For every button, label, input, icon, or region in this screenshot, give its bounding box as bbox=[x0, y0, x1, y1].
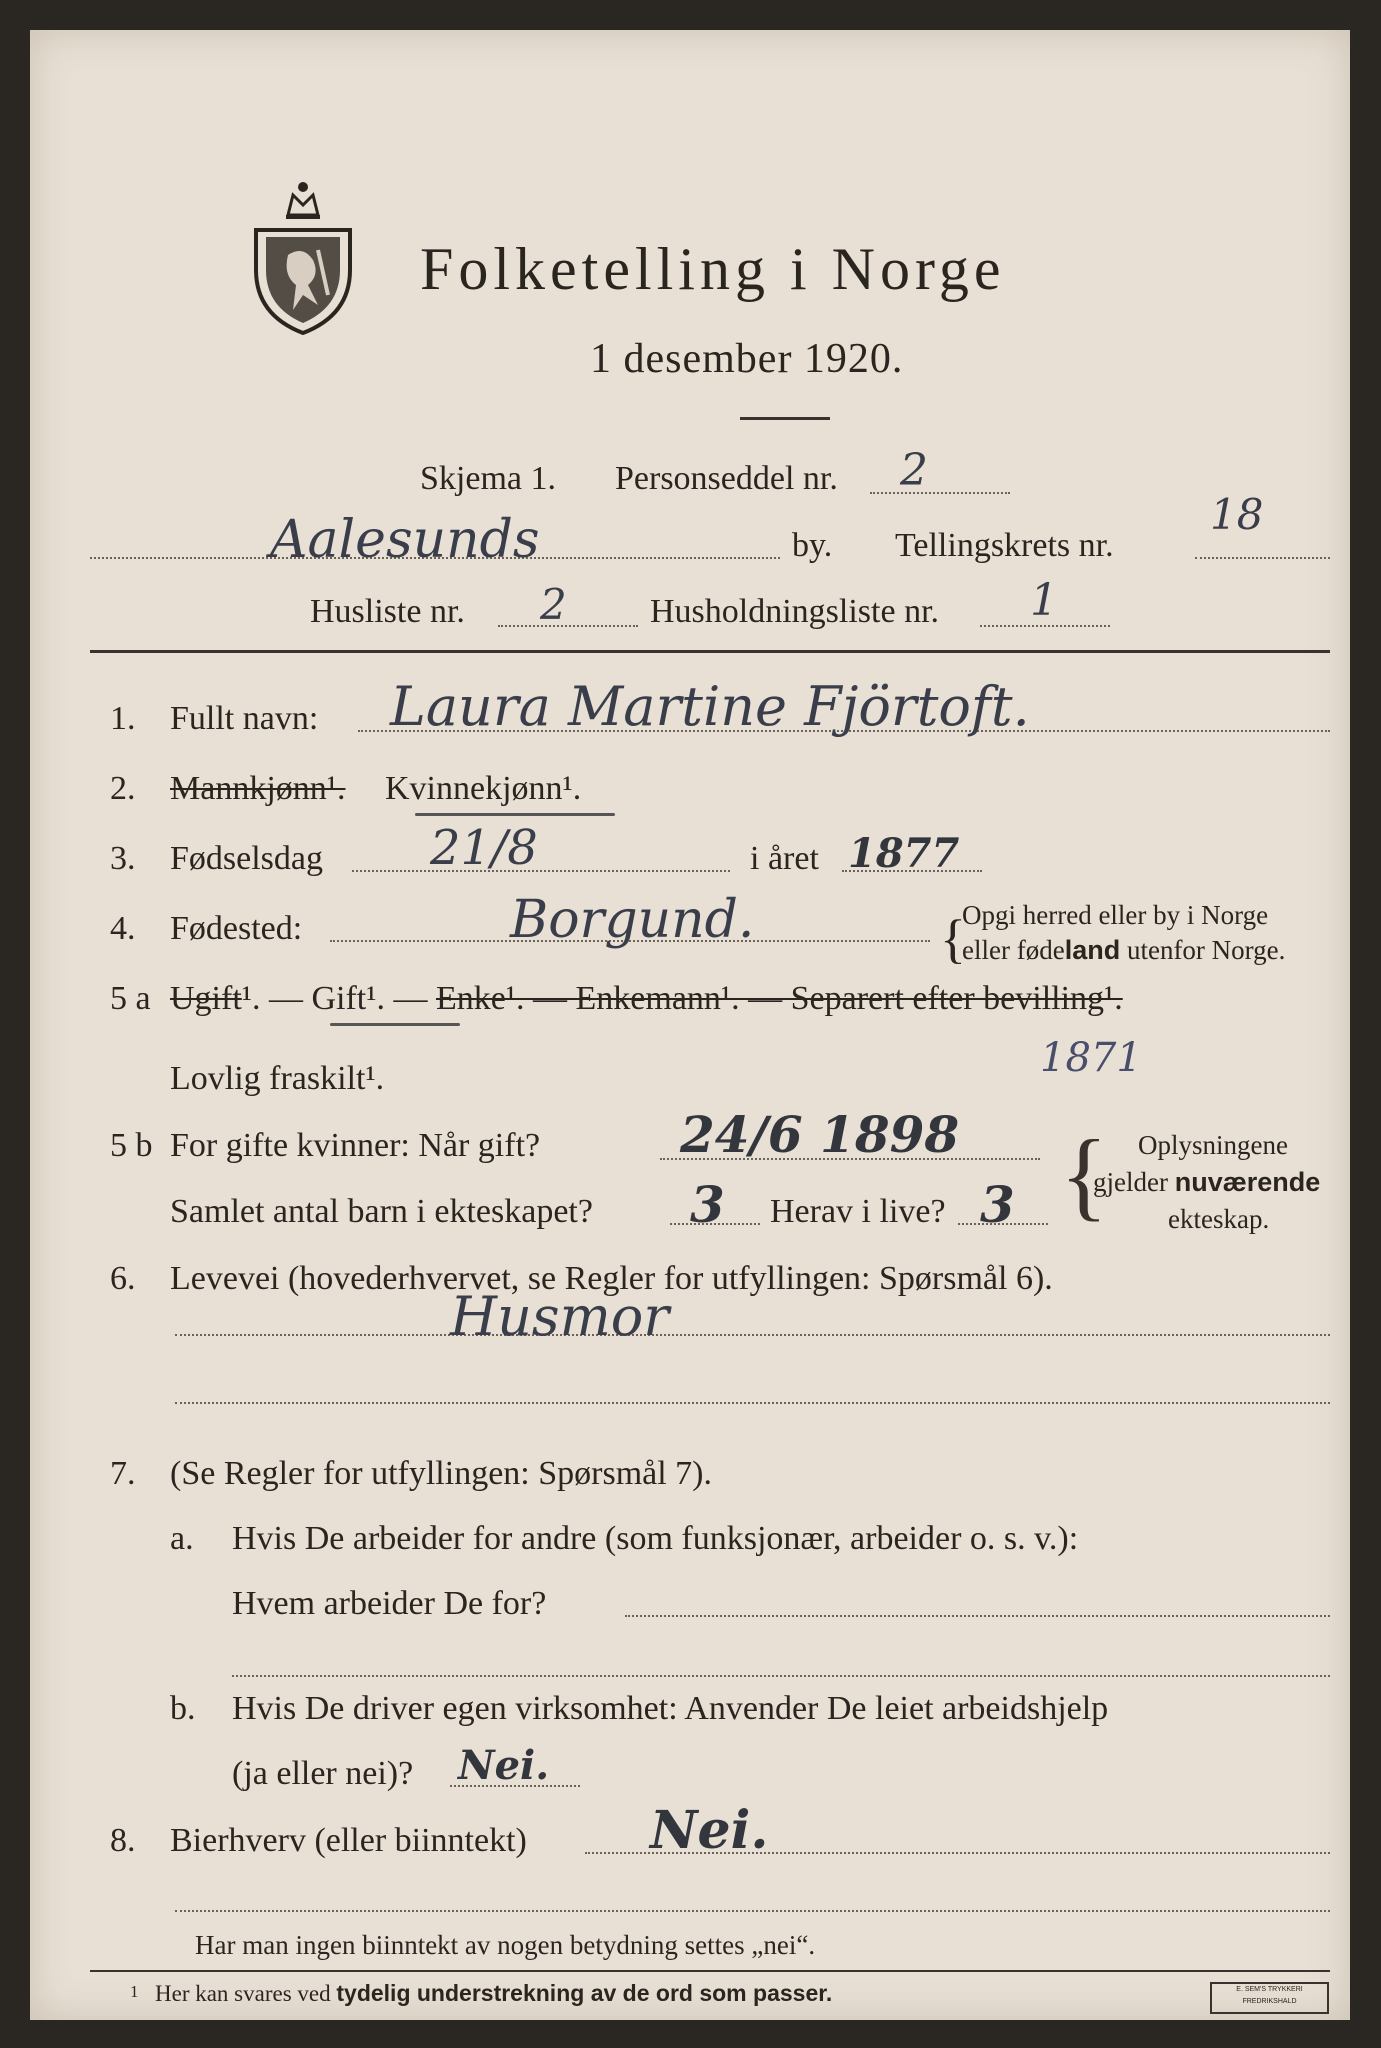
q5b-label: For gifte kvinner: Når gift? bbox=[170, 1127, 541, 1164]
printer-stamp: E. SEM'S TRYKKERI FREDRIKSHALD bbox=[1210, 1982, 1329, 2014]
q5b-note-bracket: { bbox=[1060, 1119, 1108, 1230]
q4-note-line2: eller fødeland utenfor Norge. bbox=[962, 935, 1286, 965]
q4-note-line1: Opgi herred eller by i Norge bbox=[962, 900, 1269, 930]
q8-label: Bierhverv (eller biinntekt) bbox=[170, 1822, 527, 1859]
q6-label: Levevei (hovederhvervet, se Regler for utfyllingen: Spørsmål 6). bbox=[170, 1260, 1053, 1297]
q5b-note-line3: ekteskap. bbox=[1168, 1204, 1270, 1234]
occupation-value: Husmor bbox=[450, 1285, 670, 1348]
kvinnekjonn-option: Kvinnekjønn¹. bbox=[385, 770, 582, 807]
birth-year-value: 1877 bbox=[848, 830, 960, 877]
q3-number: 3. bbox=[110, 840, 136, 877]
footnote-text: Her kan svares ved tydelig understrekning av de ord som passer. bbox=[155, 1980, 833, 2006]
struck-marital-options: Enke¹. — Enkemann¹. — Separert efter bevilling¹. bbox=[435, 980, 1123, 1017]
q7-number: 7. bbox=[110, 1455, 136, 1492]
personseddel-value: 2 bbox=[900, 445, 928, 496]
husliste-value: 2 bbox=[540, 580, 567, 629]
q7b-line2: (ja eller nei)? bbox=[232, 1755, 414, 1792]
q8-note: Har man ingen biinntekt av nogen betydning settes „nei“. bbox=[195, 1930, 816, 1960]
husholdning-label: Husholdningsliste nr. bbox=[650, 593, 940, 630]
kvinnekjonn-underline bbox=[415, 813, 615, 816]
married-date-value: 24/6 1898 bbox=[680, 1105, 960, 1164]
tellingskrets-label: Tellingskrets nr. bbox=[895, 527, 1114, 564]
live-label: Herav i live? bbox=[770, 1193, 946, 1230]
hired-help-value: Nei. bbox=[458, 1742, 550, 1789]
personseddel-label: Personseddel nr. bbox=[615, 460, 838, 497]
q7b-line1: Hvis De driver egen virksomhet: Anvender De leiet arbeidshjelp bbox=[232, 1690, 1109, 1727]
footer-rule bbox=[90, 1970, 1330, 1972]
tellingskrets-line bbox=[1195, 557, 1330, 559]
q5b-note-line2: gjelder nuværende bbox=[1093, 1167, 1321, 1197]
birthplace-value: Borgund. bbox=[510, 890, 755, 950]
barn-label: Samlet antal barn i ekteskapet? bbox=[170, 1193, 593, 1230]
q7a-answer-line2 bbox=[232, 1675, 1330, 1677]
q6-number: 6. bbox=[110, 1260, 136, 1297]
q8-number: 8. bbox=[110, 1822, 136, 1859]
q7-label: (Se Regler for utfyllingen: Spørsmål 7). bbox=[170, 1455, 713, 1492]
form-date: 1 desember 1920. bbox=[590, 336, 904, 382]
city-value: Aalesunds bbox=[270, 510, 540, 570]
barn-value: 3 bbox=[690, 1175, 725, 1234]
title-divider bbox=[740, 417, 830, 420]
q6-line2 bbox=[175, 1402, 1330, 1404]
mannkjonn-option: Mannkjønn¹. bbox=[170, 770, 346, 807]
q7a-line1: Hvis De arbeider for andre (som funksjonær, arbeider o. s. v.): bbox=[232, 1520, 1079, 1557]
q1-label: Fullt navn: bbox=[170, 700, 319, 737]
gift-underline bbox=[330, 1023, 460, 1026]
personseddel-line bbox=[870, 492, 1010, 494]
q7b-letter: b. bbox=[170, 1690, 196, 1727]
fraskilt-option: Lovlig fraskilt¹. bbox=[170, 1060, 385, 1097]
q5a-number: 5 a bbox=[110, 980, 151, 1017]
q7a-letter: a. bbox=[170, 1520, 194, 1557]
husliste-line bbox=[498, 625, 638, 627]
husliste-label: Husliste nr. bbox=[310, 593, 465, 630]
q6-line1 bbox=[175, 1334, 1330, 1336]
husholdning-value: 1 bbox=[1030, 575, 1058, 626]
q7a-answer-line1 bbox=[625, 1615, 1330, 1617]
q5b-note-line1: Oplysningene bbox=[1138, 1130, 1288, 1160]
norway-coat-of-arms-icon bbox=[248, 175, 358, 335]
by-label: by. bbox=[792, 527, 833, 564]
q4-note-bracket: { bbox=[940, 909, 966, 969]
birth-day-value: 21/8 bbox=[430, 820, 538, 876]
live-value: 3 bbox=[980, 1175, 1015, 1234]
census-form bbox=[30, 30, 1350, 2020]
header-rule bbox=[90, 650, 1330, 653]
q3-year-label: i året bbox=[750, 840, 819, 877]
q5b-number: 5 b bbox=[110, 1127, 153, 1164]
q1-number: 1. bbox=[110, 700, 136, 737]
tellingskrets-value: 18 bbox=[1210, 490, 1264, 539]
margin-note-value: 1871 bbox=[1040, 1035, 1142, 1081]
footnote-marker: 1 bbox=[130, 1982, 139, 2001]
side-income-value: Nei. bbox=[650, 1800, 769, 1861]
q8-line2 bbox=[175, 1910, 1330, 1912]
form-title: Folketelling i Norge bbox=[420, 236, 1006, 302]
q3-label: Fødselsdag bbox=[170, 840, 323, 877]
q3-day-line bbox=[352, 870, 730, 872]
gift-option: Gift bbox=[311, 980, 367, 1017]
full-name-value: Laura Martine Fjörtoft. bbox=[390, 675, 1030, 738]
skjema-label: Skjema 1. bbox=[420, 460, 556, 497]
q4-number: 4. bbox=[110, 910, 136, 947]
q5a-options: Ugift¹. — Gift¹. — Enke¹. — Enkemann¹. — Separert efter bevilling¹. bbox=[170, 980, 1123, 1017]
q7a-line2: Hvem arbeider De for? bbox=[232, 1585, 547, 1622]
q4-label: Fødested: bbox=[170, 910, 303, 947]
ugift-option: Ugift bbox=[170, 980, 242, 1017]
q2-number: 2. bbox=[110, 770, 136, 807]
